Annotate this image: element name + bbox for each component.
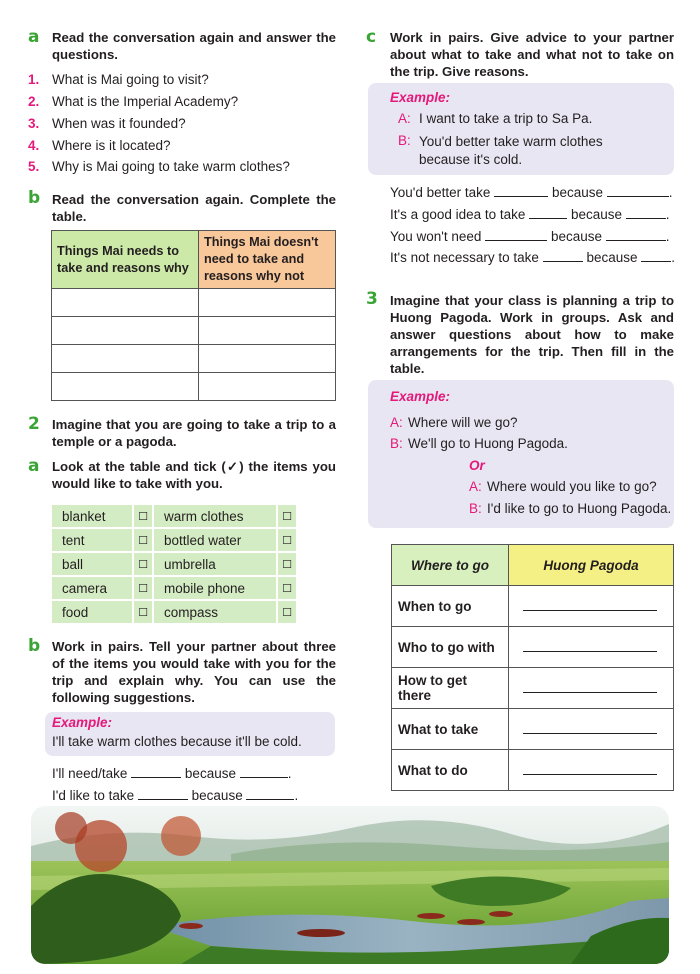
section-b-letter: b — [28, 188, 41, 208]
item-label: food — [52, 600, 133, 624]
table-answer-cell[interactable] — [509, 627, 674, 668]
item-label: mobile phone — [153, 576, 277, 600]
item-label: ball — [52, 552, 133, 576]
advice-end: . — [665, 229, 670, 244]
advice-line — [390, 228, 670, 244]
item-label: camera — [52, 576, 133, 600]
question-text: What is Mai going to visit? — [52, 72, 209, 87]
advice-end: . — [668, 185, 673, 200]
table-row-label: When to go — [392, 586, 509, 627]
example-label: Example: — [390, 90, 451, 105]
suggestion-start: I'd like to take — [52, 788, 135, 803]
checkbox[interactable]: ☐ — [277, 576, 297, 600]
item-label: warm clothes — [153, 505, 277, 528]
table-row-label: What to take — [392, 709, 509, 750]
section-a-instruction: Read the conversation again and answer the questions. — [52, 30, 336, 62]
table-row-label: What to do — [392, 750, 509, 791]
question-number: 1. — [28, 72, 40, 87]
section-c-instruction: Work in pairs. Give advice to your partner about what to take and what not to take on the trip. Give reasons. — [390, 30, 674, 79]
question-number: 4. — [28, 138, 40, 153]
blank-field[interactable] — [523, 680, 657, 693]
suggestion-end: . — [294, 788, 299, 803]
suggestion-because: because — [184, 766, 236, 781]
blank-field[interactable] — [523, 639, 657, 652]
table-cell[interactable] — [199, 289, 336, 317]
item-label: compass — [153, 600, 277, 624]
blank-field[interactable] — [485, 228, 547, 241]
advice-start: It's a good idea to take — [390, 207, 526, 222]
blank-field[interactable] — [523, 762, 657, 775]
advice-because: because — [586, 250, 638, 265]
dialog-line: I'd like to go to Huong Pagoda. — [487, 501, 672, 516]
example-text: I'll take warm clothes because it'll be cold. — [52, 734, 302, 749]
suggestion-end: . — [287, 766, 292, 781]
dialog-line: I want to take a trip to Sa Pa. — [419, 111, 593, 126]
checkbox[interactable]: ☐ — [277, 505, 297, 528]
blank-field[interactable] — [494, 184, 548, 197]
section-2a-letter: a — [28, 456, 40, 476]
question-text: Where is it located? — [52, 138, 171, 153]
table-row-label: How to get there — [392, 668, 509, 709]
question-text: What is the Imperial Academy? — [52, 94, 239, 109]
dialog-line: Where would you like to go? — [487, 479, 657, 494]
landscape-photo — [31, 806, 669, 964]
speaker-label: A: — [398, 111, 411, 126]
checkbox[interactable]: ☐ — [133, 600, 153, 624]
question-text: When was it founded? — [52, 116, 186, 131]
suggestion-line — [52, 787, 298, 803]
checkbox[interactable]: ☐ — [133, 505, 153, 528]
item-label: bottled water — [153, 528, 277, 552]
table-cell[interactable] — [199, 373, 336, 401]
speaker-label: A: — [469, 479, 482, 494]
advice-start: You'd better take — [390, 185, 491, 200]
blank-field[interactable] — [138, 787, 188, 800]
blank-field[interactable] — [641, 249, 671, 262]
blank-field[interactable] — [246, 787, 294, 800]
speaker-label: A: — [390, 415, 403, 430]
exercise-3-number: 3 — [366, 289, 378, 309]
advice-line — [390, 206, 670, 222]
table-answer-cell[interactable] — [509, 668, 674, 709]
section-b-instruction: Read the conversation again. Complete the table. — [52, 192, 336, 224]
dialog-line: Where will we go? — [408, 415, 518, 430]
table-header-where: Where to go — [392, 545, 509, 586]
table-cell[interactable] — [52, 345, 199, 373]
blank-field[interactable] — [523, 598, 657, 611]
table-answer-cell[interactable] — [509, 586, 674, 627]
advice-start: You won't need — [390, 229, 482, 244]
table-answer-cell[interactable] — [509, 750, 674, 791]
blank-field[interactable] — [543, 249, 583, 262]
advice-line — [390, 184, 673, 200]
exercise-2-instruction: Imagine that you are going to take a trip to a temple or a pagoda. — [52, 417, 336, 449]
section-2a-instruction: Look at the table and tick (✓) the items you would like to take with you. — [52, 459, 336, 491]
example-label: Example: — [390, 389, 451, 404]
advice-end: . — [665, 207, 670, 222]
section-2b-instruction: Work in pairs. Tell your partner about three of the items you would take with you for the trip and explain why. You can use the following suggestions. — [52, 639, 336, 705]
blank-field[interactable] — [131, 765, 181, 778]
table-cell[interactable] — [52, 317, 199, 345]
dialog-line: We'll go to Huong Pagoda. — [408, 436, 568, 451]
question-text: Why is Mai going to take warm clothes? — [52, 159, 290, 174]
checkbox[interactable]: ☐ — [277, 600, 297, 624]
dialog-line: You'd better take warm clothes because it's cold. — [419, 134, 603, 167]
table-cell[interactable] — [199, 345, 336, 373]
advice-because: because — [570, 207, 622, 222]
advice-line — [390, 249, 675, 265]
item-label: tent — [52, 528, 133, 552]
river-landscape-illustration — [31, 806, 669, 964]
section-a-letter: a — [28, 27, 40, 47]
example-label: Example: — [52, 715, 113, 730]
or-label: Or — [469, 458, 485, 473]
question-number: 3. — [28, 116, 40, 131]
advice-start: It's not necessary to take — [390, 250, 539, 265]
table-header-destination: Huong Pagoda — [509, 545, 674, 586]
table-cell[interactable] — [52, 373, 199, 401]
question-number: 5. — [28, 159, 40, 174]
suggestion-line — [52, 765, 292, 781]
suggestion-start: I'll need/take — [52, 766, 128, 781]
items-table — [52, 505, 298, 625]
blank-field[interactable] — [607, 184, 669, 197]
speaker-label: B: — [390, 436, 403, 451]
advice-because: because — [550, 229, 602, 244]
item-label: umbrella — [153, 552, 277, 576]
exercise-2-number: 2 — [28, 414, 40, 434]
checkbox[interactable]: ☐ — [133, 528, 153, 552]
exercise-3-instruction: Imagine that your class is planning a trip to Huong Pagoda. Work in groups. Ask and answer questions about how to make arrangements for the trip. Then fill in the table. — [390, 293, 674, 376]
advice-end: . — [671, 250, 676, 265]
blank-field[interactable] — [606, 228, 666, 241]
table-row-label: Who to go with — [392, 627, 509, 668]
checkbox[interactable]: ☐ — [133, 552, 153, 576]
table-cell[interactable] — [52, 289, 199, 317]
checkbox[interactable]: ☐ — [133, 576, 153, 600]
checkbox[interactable]: ☐ — [277, 552, 297, 576]
speaker-label: B: — [398, 133, 411, 148]
speaker-label: B: — [469, 501, 482, 516]
section-2b-letter: b — [28, 636, 41, 656]
trip-planning-table — [391, 544, 674, 791]
complete-table — [51, 230, 336, 401]
section-c-letter: c — [366, 27, 377, 47]
suggestion-because: because — [191, 788, 243, 803]
table-header-not-needs: Things Mai doesn't need to take and reasons why not — [199, 231, 336, 289]
item-label: blanket — [52, 505, 133, 528]
blank-field[interactable] — [523, 721, 657, 734]
blank-field[interactable] — [529, 206, 567, 219]
table-cell[interactable] — [199, 317, 336, 345]
table-header-needs: Things Mai needs to take and reasons why — [52, 231, 199, 289]
table-answer-cell[interactable] — [509, 709, 674, 750]
blank-field[interactable] — [240, 765, 288, 778]
advice-because: because — [551, 185, 603, 200]
checkbox[interactable]: ☐ — [277, 528, 297, 552]
blank-field[interactable] — [626, 206, 666, 219]
question-number: 2. — [28, 94, 40, 109]
